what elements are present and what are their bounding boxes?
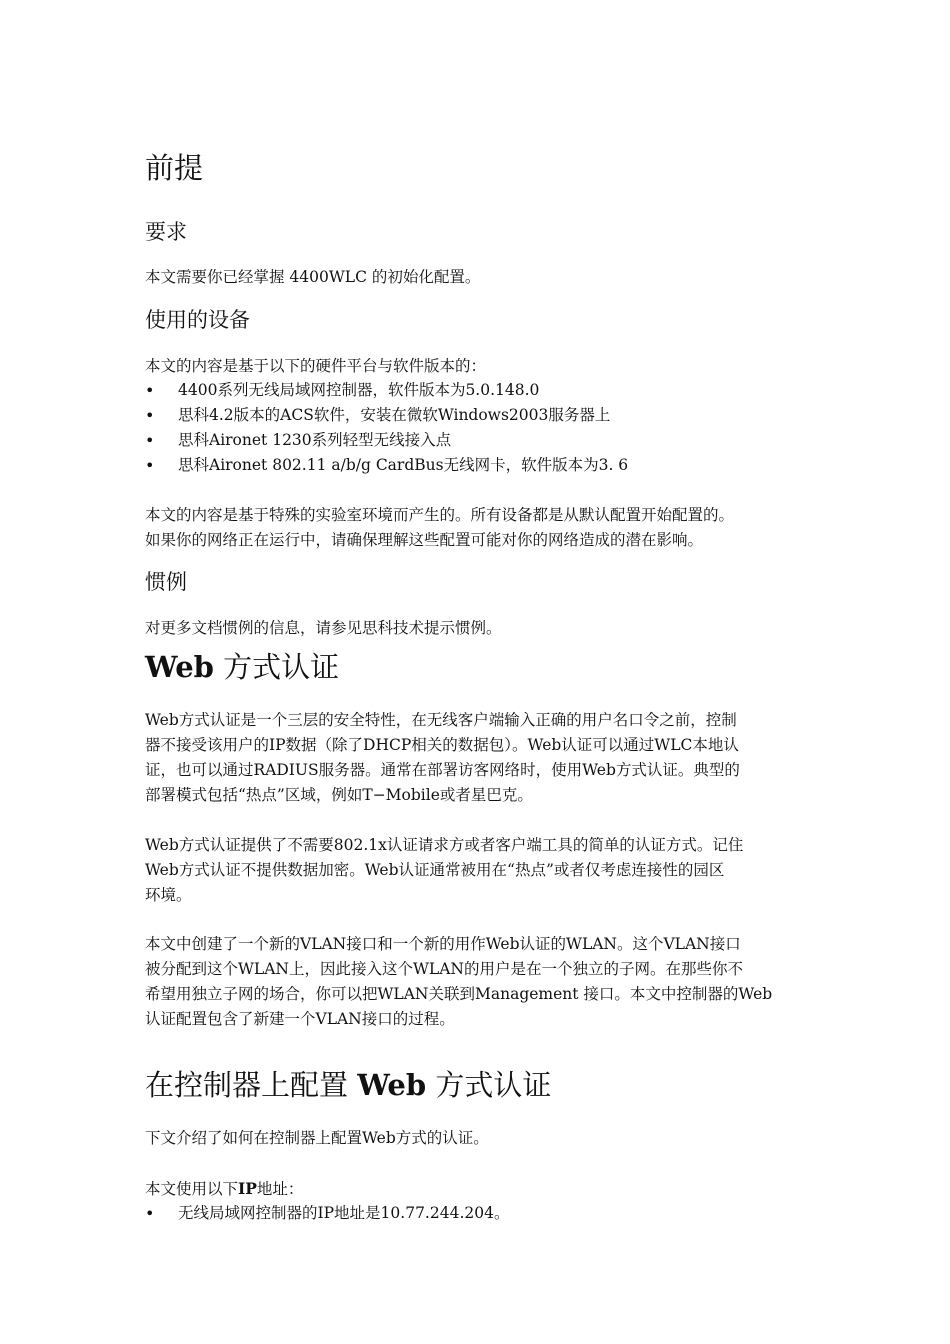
heading-equipment: 使用的设备: [145, 308, 250, 332]
paragraph-line: 器不接受该用户的IP数据（除了DHCP相关的数据包）。Web认证可以通过WLC本地认: [145, 736, 739, 754]
paragraph-line: 环境。: [145, 886, 192, 904]
list-item-text: 思科4.2版本的ACS软件，安装在微软Windows2003服务器上: [178, 406, 611, 424]
paragraph-line: 证，也可以通过RADIUS服务器。通常在部署访客网络时，使用Web方式认证。典型的: [145, 761, 740, 779]
equipment-list: [145, 378, 815, 478]
paragraph-line: 认证配置包含了新建一个VLAN接口的过程。: [145, 1010, 455, 1028]
config-intro: 下文介绍了如何在控制器上配置Web方式的认证。: [145, 1129, 489, 1147]
requirements-text: 本文需要你已经掌握 4400WLC 的初始化配置。: [145, 268, 481, 286]
conventions-text: 对更多文档惯例的信息，请参见思科技术提示惯例。: [145, 619, 502, 637]
paragraph-line: 希望用独立子网的场合，你可以把WLAN关联到Management 接口。本文中控制器的Web: [145, 985, 773, 1003]
web-auth-paragraph-2: [145, 833, 743, 908]
heading-config-bold: Web: [357, 1068, 427, 1102]
list-item: [145, 453, 815, 478]
paragraph-line: Web方式认证是一个三层的安全特性，在无线客户端输入正确的用户名口令之前，控制: [145, 711, 737, 729]
list-item: [145, 403, 815, 428]
equipment-note-line-1: 本文的内容是基于特殊的实验室环境而产生的。所有设备都是从默认配置开始配置的。: [145, 506, 735, 524]
heading-requirements: 要求: [145, 220, 187, 244]
heading-premise: 前提: [145, 151, 204, 185]
heading-config-pre: 在控制器上配置: [145, 1068, 358, 1102]
bullet-icon: •: [145, 381, 155, 400]
bullet-icon: •: [145, 1204, 155, 1223]
heading-web-auth-rest: 方式认证: [213, 650, 340, 684]
paragraph-line: 本文中创建了一个新的VLAN接口和一个新的用作Web认证的WLAN。这个VLAN接口: [145, 935, 741, 953]
paragraph-line: 部署模式包括“热点”区域，例如T−Mobile或者星巴克。: [145, 786, 533, 804]
list-item-text: 无线局域网控制器的IP地址是10.77.244.204。: [178, 1204, 510, 1222]
web-auth-paragraph-1: [145, 708, 740, 808]
paragraph-line: 被分配到这个WLAN上，因此接入这个WLAN的用户是在一个独立的子网。在那些你不: [145, 960, 743, 978]
list-item-text: 思科Aironet 802.11 a/b/g CardBus无线网卡，软件版本为3. 6: [178, 456, 629, 474]
list-item: [145, 1201, 815, 1226]
heading-conventions: 惯例: [145, 570, 187, 594]
paragraph-line: Web方式认证不提供数据加密。Web认证通常被用在“热点”或者仅考虑连接性的园区: [145, 861, 725, 879]
ip-list: [145, 1201, 815, 1226]
bullet-icon: •: [145, 431, 155, 450]
equipment-note-line-2: 如果你的网络正在运行中，请确保理解这些配置可能对你的网络造成的潜在影响。: [145, 531, 704, 549]
list-item-text: 思科Aironet 1230系列轻型无线接入点: [178, 431, 452, 449]
ip-intro-bold: IP: [238, 1179, 257, 1198]
bullet-icon: •: [145, 456, 155, 475]
ip-intro: [145, 1176, 303, 1202]
list-item: [145, 428, 815, 453]
heading-config-post: 方式认证: [426, 1068, 552, 1102]
heading-web-auth-bold: Web: [145, 650, 214, 684]
bullet-icon: •: [145, 406, 155, 425]
ip-intro-post: 地址：: [256, 1180, 304, 1198]
web-auth-paragraph-3: [145, 932, 772, 1032]
heading-config-web-auth: [145, 1063, 551, 1104]
paragraph-line: Web方式认证提供了不需要802.1x认证请求方或者客户端工具的简单的认证方式。记住: [145, 836, 744, 854]
ip-intro-pre: 本文使用以下: [145, 1180, 239, 1198]
list-item: [145, 378, 815, 403]
list-item-text: 4400系列无线局域网控制器，软件版本为5.0.148.0: [178, 381, 540, 399]
heading-web-auth: [145, 645, 339, 686]
equipment-intro: 本文的内容是基于以下的硬件平台与软件版本的：: [145, 357, 487, 375]
